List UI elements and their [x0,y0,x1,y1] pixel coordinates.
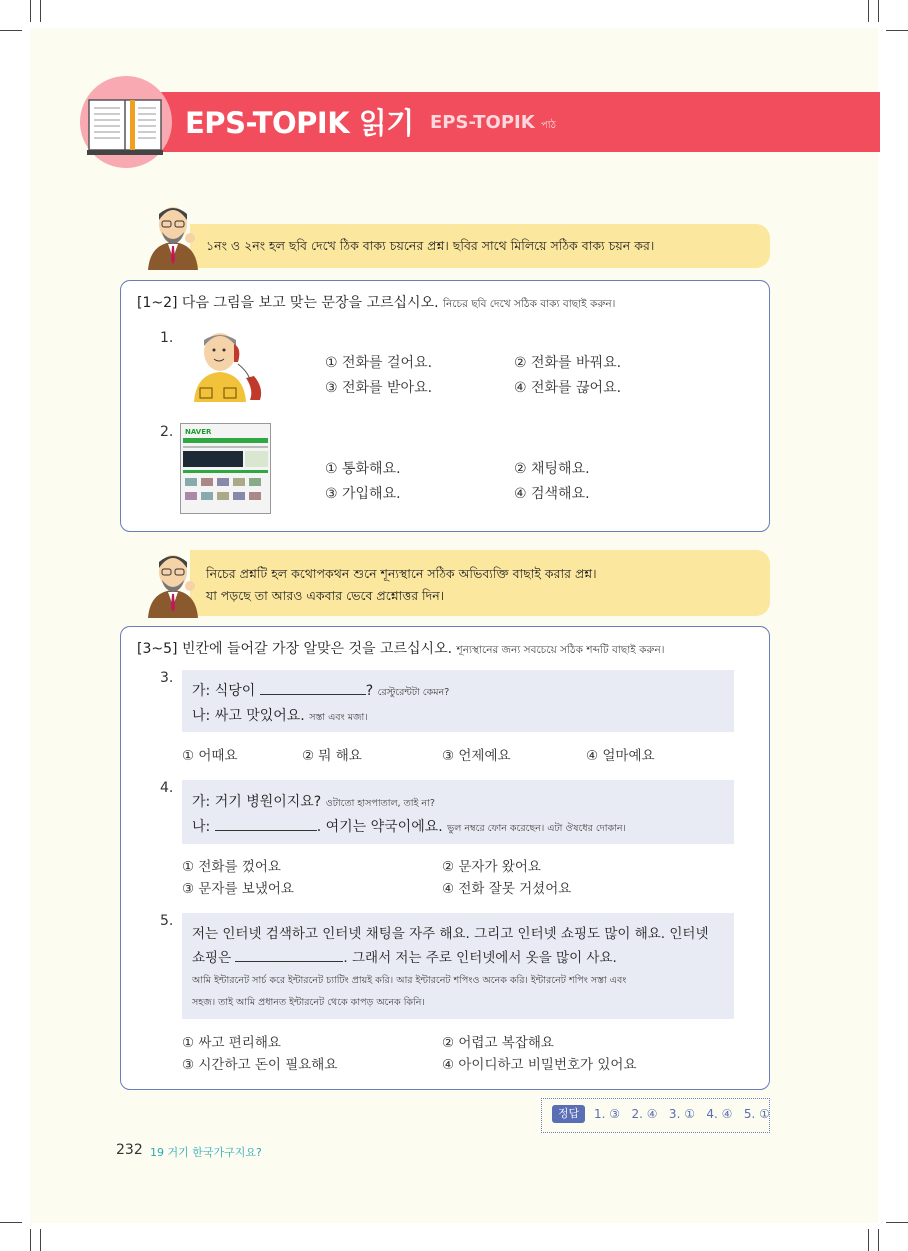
hint-text-2b: যা পড়ছে তা আরও একবার ভেবে প্রশ্নোত্তর দিন। [206,588,445,603]
q1-option-3[interactable]: ③ 전화를 받아요. [325,380,433,396]
q4-option-2[interactable]: ② 문자가 왔어요 [442,859,541,875]
q4-blank[interactable] [215,818,317,831]
page-number: 232 [116,1142,143,1158]
q5-option-3[interactable]: ③ 시간하고 돈이 필요해요 [182,1057,338,1073]
q2-option-3[interactable]: ③ 가입해요. [325,486,401,502]
q3-option-2[interactable]: ② 뭐 해요 [302,748,362,764]
q3-option-4[interactable]: ④ 얼마예요 [586,748,655,764]
hint-text-2a: নিচের প্রশ্নটি হল কথোপকথন শুনে শূন্যস্থানে সঠিক অভিব্যক্তি বাছাই করার প্রশ্ন। [206,566,597,581]
section1-heading: [1~2] 다음 그림을 보고 맞는 문장을 고르십시오. নিচের ছবি দেখে সঠিক বাক্য বাছাই করুন। [137,295,616,311]
open-book-icon [86,90,164,162]
portal-logo: NAVER [185,428,212,436]
q2-option-2[interactable]: ② 채팅해요. [514,461,590,477]
question-number-5: 5. [160,913,174,929]
q5-blank[interactable] [235,949,343,962]
q5-line-1: 저는 인터넷 검색하고 인터넷 채팅을 자주 해요. 그리고 인터넷 쇼핑도 많이 해요. 인터넷 [192,926,709,942]
q5-option-1[interactable]: ① 싸고 편리해요 [182,1035,281,1051]
q1-option-1[interactable]: ① 전화를 걸어요. [325,355,433,371]
teacher-icon [142,198,204,270]
q3-blank[interactable] [260,682,366,695]
q4-option-3[interactable]: ③ 문자를 보냈어요 [182,881,294,897]
q4-option-1[interactable]: ① 전화를 껐어요 [182,859,281,875]
q5-bengali-1: আমি ইন্টারনেট সার্চ করে ইন্টারনেট চ্যাটিং প্রায়ই করি। আর ইন্টারনেট শপিংও অনেক করি। ইন্টারনেট শপিং সস্তা এবং [192,975,627,986]
q4-line-2: 나: . 여기는 약국이에요. ভুল নম্বরে ফোন করেছেন। এটা ঔষধের দোকান। [192,819,626,835]
question-number-2: 2. [160,424,174,440]
phone-call-illustration [190,328,268,402]
page-title: EPS-TOPIK 읽기 [185,106,414,140]
question-number-1: 1. [160,330,174,346]
q4-line-1: 가: 거기 병원이지요? ওটাতো হাসপাতাল, তাই না? [192,794,435,810]
hint-box-2 [190,550,770,616]
teacher-icon-2 [142,546,204,618]
q1-option-2[interactable]: ② 전화를 바꿔요. [514,355,622,371]
q2-option-4[interactable]: ④ 검색해요. [514,486,590,502]
q3-option-3[interactable]: ③ 언제예요 [442,748,511,764]
q3-line-2: 나: 싸고 맛있어요. সস্তা এবং মজা। [192,708,368,724]
answer-key-box [541,1098,770,1133]
web-portal-screenshot [180,423,271,514]
q5-bengali-2: সহজ। তাই আমি প্রধানত ইন্টারনেট থেকে কাপড় অনেক কিনি। [192,997,425,1008]
question-number-3: 3. [160,670,174,686]
q5-line-2: 쇼핑은 . 그래서 저는 주로 인터넷에서 옷을 많이 사요. [192,950,617,966]
q3-line-1: 가: 식당이 ? রেস্টুরেন্টটা কেমন? [192,683,450,699]
q4-option-4[interactable]: ④ 전화 잘못 거셨어요 [442,881,572,897]
hint-text-1: ১নং ও ২নং হল ছবি দেখে ঠিক বাক্য চয়নের প্রশ্ন। ছবির সাথে মিলিয়ে সঠিক বাক্য চয়ন কর। [206,238,655,253]
answer-key-label: 정답 [552,1105,585,1123]
q5-option-4[interactable]: ④ 아이디하고 비밀번호가 있어요 [442,1057,637,1073]
chapter-title: 19 거기 한국가구지요? [150,1146,262,1159]
q2-option-1[interactable]: ① 통화해요. [325,461,401,477]
q1-option-4[interactable]: ④ 전화를 끊어요. [514,380,622,396]
answer-key-text: 1. ③ 2. ④ 3. ① 4. ④ 5. ① [594,1107,770,1121]
q5-option-2[interactable]: ② 어렵고 복잡해요 [442,1035,554,1051]
page-subtitle: EPS-TOPIK পাঠ [430,112,557,133]
hint-box-1 [190,224,770,268]
q3-option-1[interactable]: ① 어때요 [182,748,238,764]
section2-heading: [3~5] 빈칸에 들어갈 가장 알맞은 것을 고르십시오. শূন্যস্থানের জন্য সবচেয়ে সঠিক শব্দটি বাছাই করুন। [137,641,665,657]
question-number-4: 4. [160,780,174,796]
